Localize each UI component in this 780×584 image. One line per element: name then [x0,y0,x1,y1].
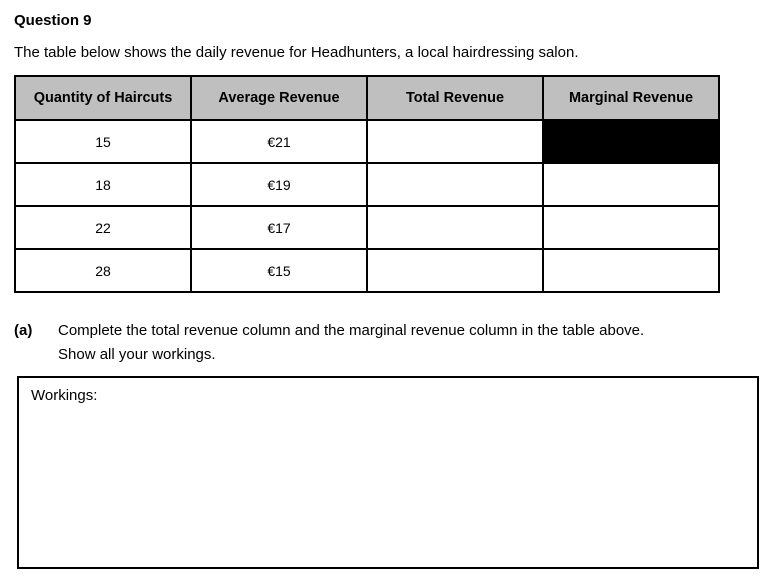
part-a-instructions [58,319,758,367]
revenue-table [14,75,720,293]
workings-box[interactable] [17,376,759,569]
quantity-cell: 18 [15,163,191,206]
header-average-revenue: Average Revenue [191,76,367,120]
marginal-revenue-cell[interactable] [543,206,719,249]
header-quantity: Quantity of Haircuts [15,76,191,120]
marginal-revenue-cell-blacked [543,120,719,163]
quantity-cell: 15 [15,120,191,163]
question-intro: The table below shows the daily revenue for Headhunters, a local hairdressing salon. [14,44,579,61]
part-a-line-2: Show all your workings. [58,346,216,363]
average-revenue-cell: €19 [191,163,367,206]
average-revenue-cell: €15 [191,249,367,292]
quantity-cell: 28 [15,249,191,292]
part-a-label: (a) [14,322,33,339]
average-revenue-cell: €21 [191,120,367,163]
table-row [15,120,719,163]
marginal-revenue-cell[interactable] [543,163,719,206]
table-row [15,163,719,206]
table-row [15,249,719,292]
total-revenue-cell[interactable] [367,249,543,292]
marginal-revenue-cell[interactable] [543,249,719,292]
total-revenue-cell[interactable] [367,206,543,249]
average-revenue-cell: €17 [191,206,367,249]
workings-label: Workings: [31,387,98,404]
quantity-cell: 22 [15,206,191,249]
header-total-revenue: Total Revenue [367,76,543,120]
question-title: Question 9 [14,12,92,29]
table-header-row [15,76,719,120]
header-marginal-revenue: Marginal Revenue [543,76,719,120]
total-revenue-cell[interactable] [367,120,543,163]
total-revenue-cell[interactable] [367,163,543,206]
table-row [15,206,719,249]
part-a-line-1: Complete the total revenue column and the marginal revenue column in the table above. [58,322,645,339]
